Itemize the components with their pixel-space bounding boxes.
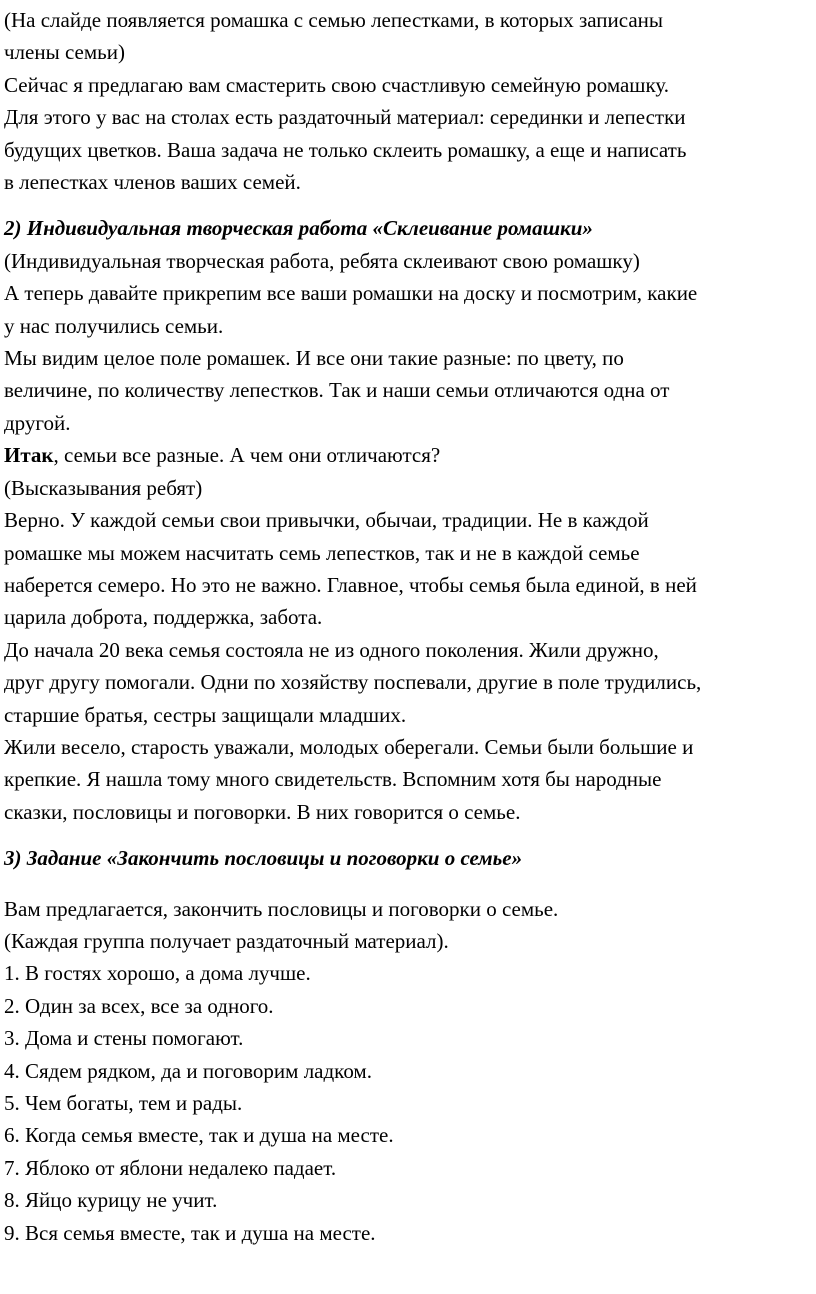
list-item: 6. Когда семья вместе, так и душа на месте. [4,1123,394,1148]
text-line: Верно. У каждой семьи свои привычки, обычаи, традиции. Не в каждой [4,508,649,533]
list-item: 3. Дома и стены помогают. [4,1026,244,1051]
text-line: другой. [4,410,71,435]
list-item: 1. В гостях хорошо, а дома лучше. [4,961,311,986]
section-heading: 2) Индивидуальная творческая работа «Склеивание ромашки» [4,216,593,241]
text-line: (На слайде появляется ромашка с семью лепестками, в которых записаны [4,8,664,32]
text-line: Жили весело, старость уважали, молодых оберегали. Семьи были большие и [4,734,694,759]
text-line: величине, по количеству лепестков. Так и наши семьи отличаются одна от [4,378,670,403]
list-item: 4. Сядем рядком, да и поговорим ладком. [4,1058,372,1083]
text-line: Мы видим целое поле ромашек. И все они такие разные: по цвету, по [4,346,624,371]
text-line: старшие братья, сестры защищали младших. [4,702,407,727]
section-daisy-work [4,212,812,828]
bold-word: Итак [4,443,54,468]
text-line [4,439,812,471]
text-line: До начала 20 века семья состояла не из одного поколения. Жили дружно, [4,637,659,662]
text-line: крепкие. Я нашла тому много свидетельств. Вспомним хотя бы народные [4,767,662,792]
list-item: 2. Один за всех, все за одного. [4,993,274,1018]
text-line: А теперь давайте прикрепим все ваши ромашки на доску и посмотрим, какие [4,281,698,306]
text-line: Сейчас я предлагаю вам смастерить свою счастливую семейную ромашку. [4,72,670,97]
text-line: будущих цветков. Ваша задача не только склеить ромашку, а еще и написать [4,137,687,162]
text-line: царила доброта, поддержка, забота. [4,605,323,630]
section-proverbs [4,842,812,1249]
list-item: 9. Вся семья вместе, так и душа на месте. [4,1220,376,1245]
text-line: члены семьи) [4,40,125,65]
text-line: Для этого у вас на столах есть раздаточный материал: серединки и лепестки [4,105,686,130]
section-intro [4,4,812,198]
list-item: 8. Яйцо курицу не учит. [4,1188,218,1213]
text-line: в лепестках членов ваших семей. [4,170,301,195]
text-line: (Высказывания ребят) [4,475,203,500]
text-span: , семьи все разные. А чем они отличаются? [53,443,441,468]
document-page [4,4,812,1249]
text-line: сказки, пословицы и поговорки. В них говорится о семье. [4,799,521,824]
text-line: у нас получились семьи. [4,313,224,338]
proverb-list [4,957,812,1249]
text-line: (Каждая группа получает раздаточный материал). [4,928,449,953]
text-line: (Индивидуальная творческая работа, ребята склеивают свою ромашку) [4,248,640,273]
list-item: 7. Яблоко от яблони недалеко падает. [4,1155,337,1180]
text-line: Вам предлагается, закончить пословицы и поговорки о семье. [4,896,559,921]
text-line: друг другу помогали. Одни по хозяйству поспевали, другие в поле трудились, [4,670,702,695]
list-item: 5. Чем богаты, тем и рады. [4,1091,243,1115]
text-line: наберется семеро. Но это не важно. Главное, чтобы семья была единой, в ней [4,572,697,597]
text-line: ромашке мы можем насчитать семь лепестков, так и не в каждой семье [4,540,640,565]
section-heading: 3) Задание «Закончить пословицы и поговорки о семье» [4,846,523,871]
